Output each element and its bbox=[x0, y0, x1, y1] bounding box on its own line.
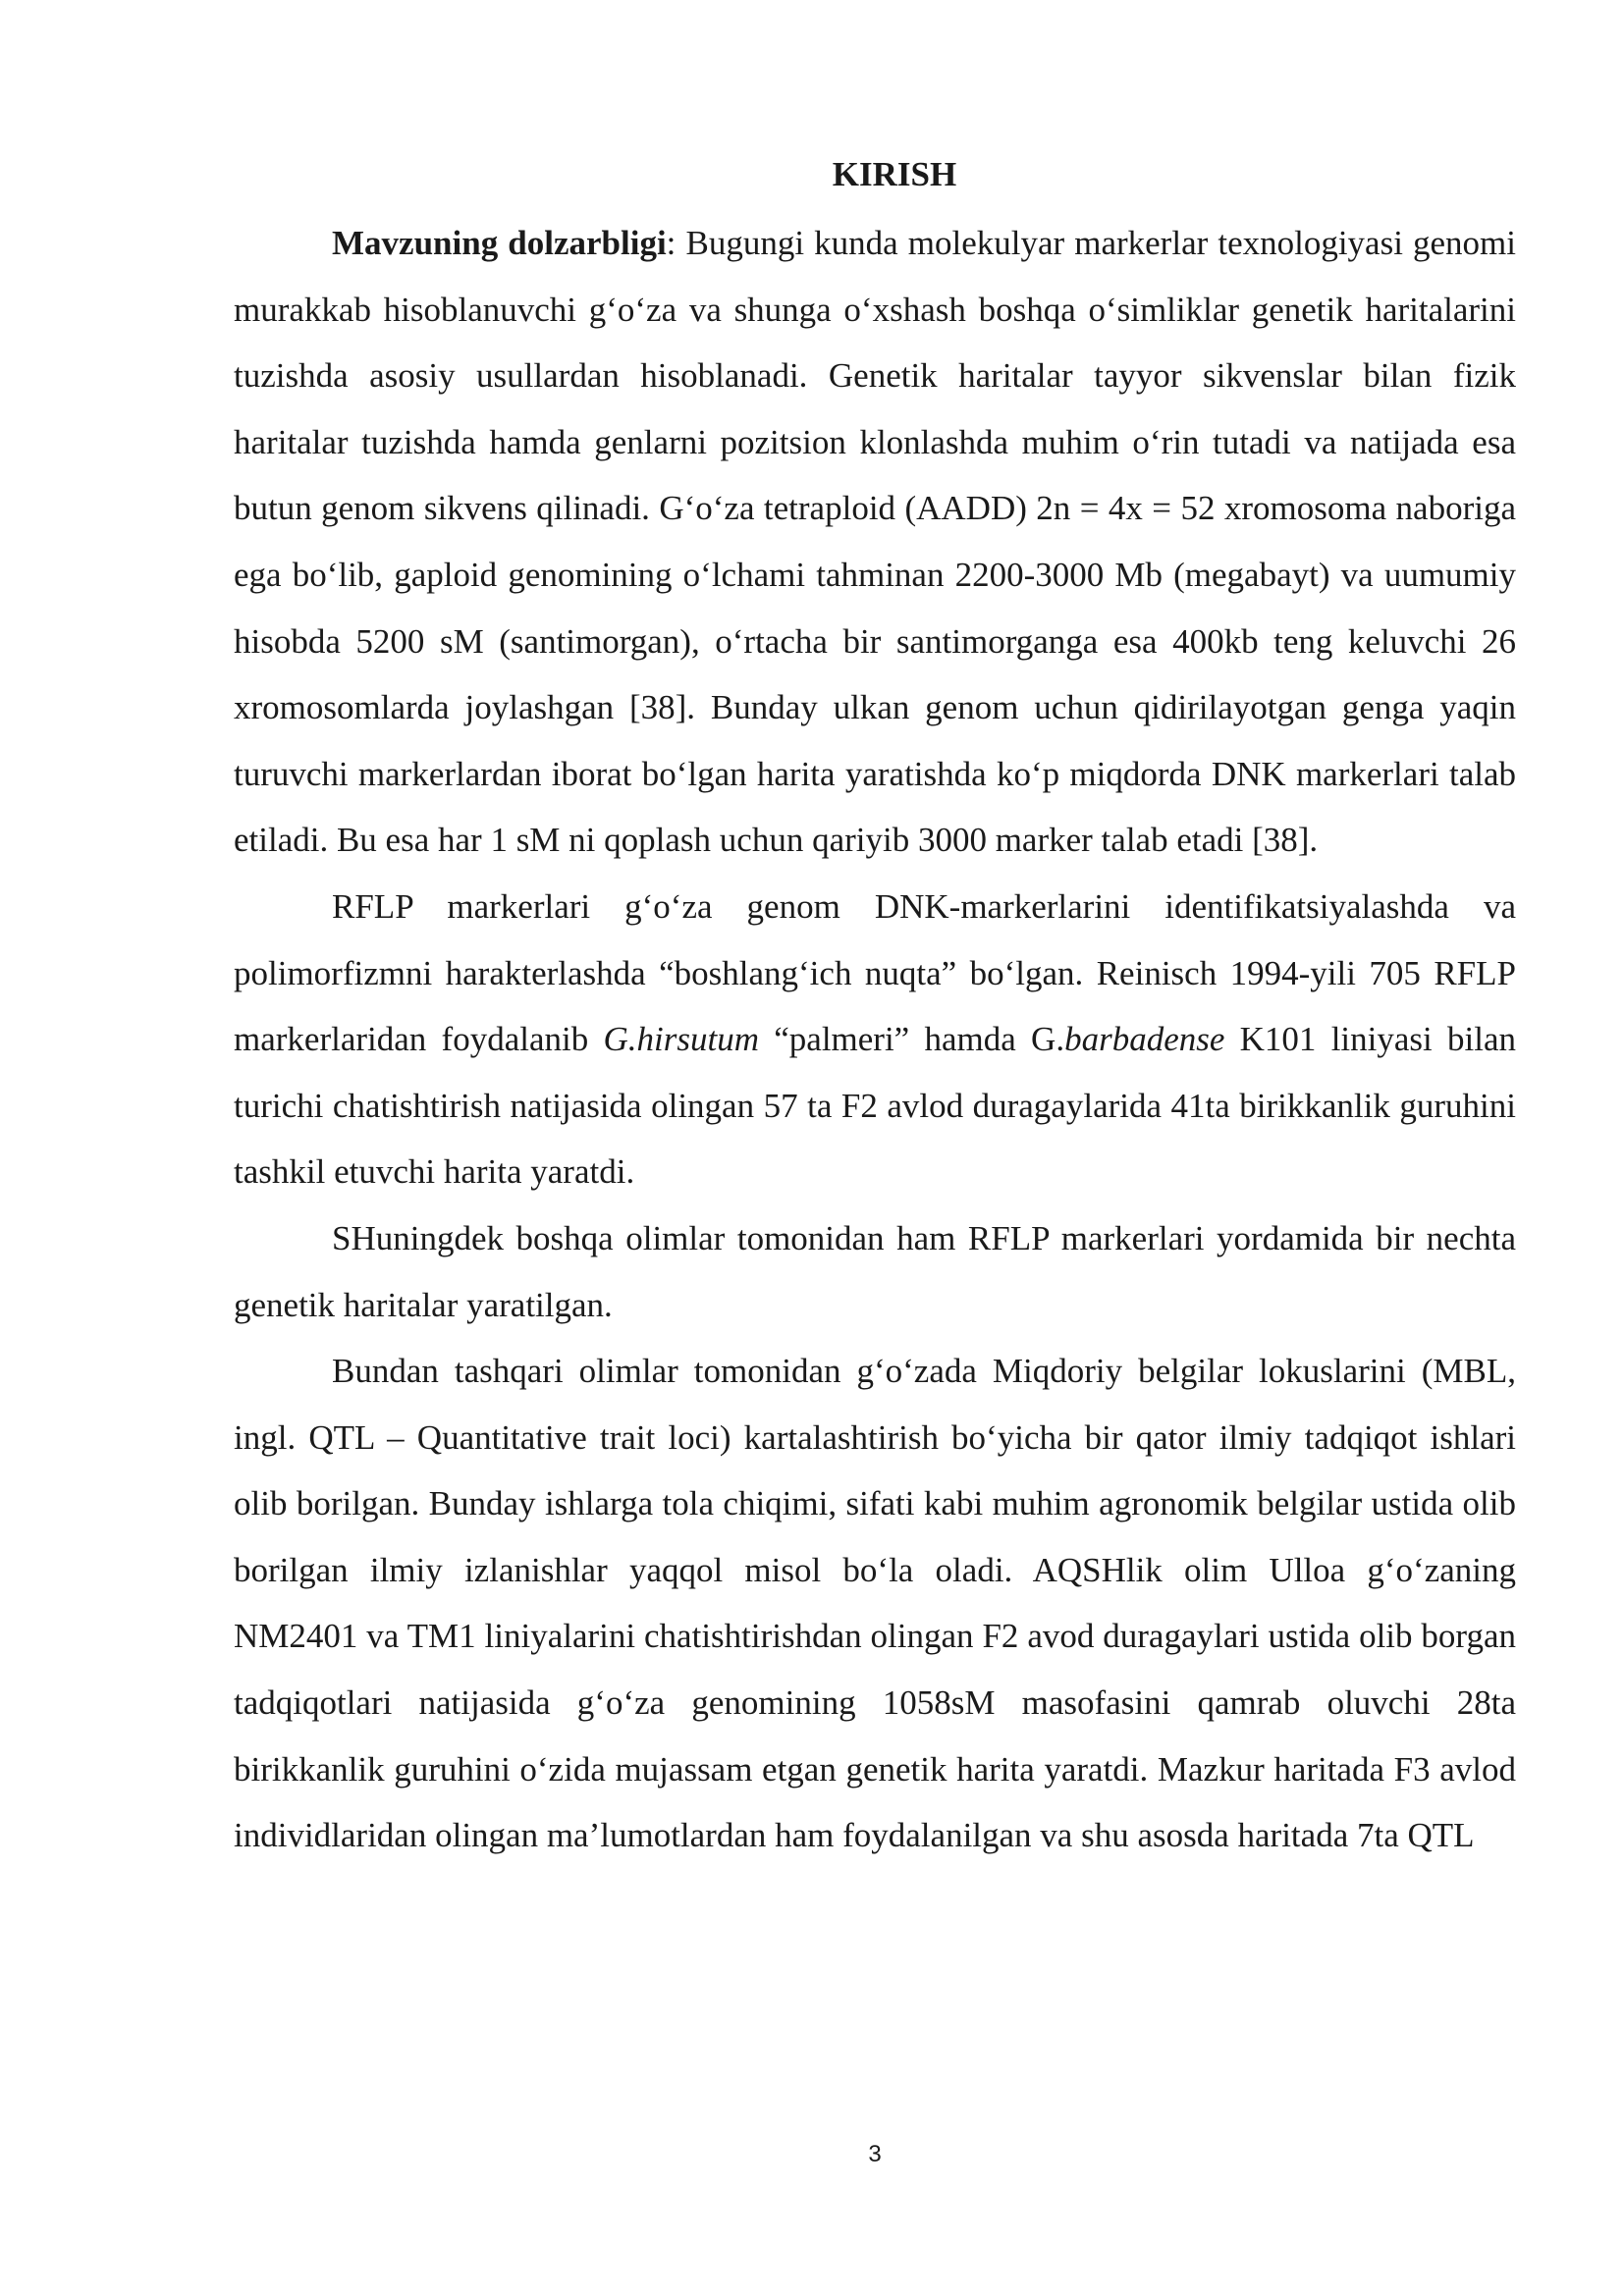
paragraph-text: SHuningdek boshqa olimlar tomonidan ham RFLP markerlari yordamida bir nechta genetik haritalar yaratilgan. bbox=[234, 1218, 1516, 1324]
paragraph-text: Bundan tashqari olimlar tomonidan g‘o‘zada Miqdoriy belgilar lokuslarini (MBL, ingl. QTL – Quantitative trait loci) kartalashtirish bo‘yicha bir qator ilmiy tadqiqot ishlari olib borilgan. Bunday ishlarga tola chiqimi, sifati kabi muhim agronomik belgilar ustida olib borilgan ilmiy izlanishlar yaqqol misol bo‘la oladi. AQSHlik olim Ulloa g‘o‘zaning NM2401 va TM1 liniyalarini chatishtirishdan olingan F2 avod duragaylari ustida olib borgan tadqiqotlari natijasida g‘o‘za genomining 1058sM masofasini qamrab oluvchi 28ta birikkanlik guruhini o‘zida mujassam etgan genetik harita yaratdi. Mazkur haritada F3 avlod individlaridan olingan ma’lumotlardan ham foydalanilgan va shu asosda haritada 7ta QTL bbox=[234, 1352, 1516, 1855]
paragraph-qtl bbox=[234, 1338, 1516, 1869]
paragraph-text-part: K101 liniyasi bilan turichi chatishtirish natijasida olingan 57 ta F2 avlod duragaylarida 41ta birikkanlik guruhini tashkil etuvchi harita yaratdi. bbox=[234, 1020, 1516, 1192]
paragraph-text: : Bugungi kunda molekulyar markerlar texnologiyasi genomi murakkab hisoblanuvchi g‘o‘za va shunga o‘xshash boshqa o‘simliklar genetik haritalarini tuzishda asosiy usullardan hisoblanadi. Genetik haritalar tayyor sikvenslar bilan fizik haritalar tuzishda hamda genlarni pozitsion klonlashda muhim o‘rin tutadi va natijada esa butun genom sikvens qilinadi. G‘o‘za tetraploid (AADD) 2n = 4x = 52 xromosoma naboriga ega bo‘lib, gaploid genomining o‘lchami tahminan 2200-3000 Mb (megabayt) va uumumiy hisobda 5200 sM (santimorgan), o‘rtacha bir santimorganga esa 400kb teng keluvchi 26 xromosomlarda joylashgan [38]. Bunday ulkan genom uchun qidirilayotgan genga yaqin turuvchi markerlardan iborat bo‘lgan harita yaratishda ko‘p miqdorda DNK markerlari talab etiladi. Bu esa har 1 sM ni qoplash uchun qariyib 3000 marker talab etadi [38]. bbox=[234, 224, 1516, 860]
paragraph-lead-bold: Mavzuning dolzarbligi bbox=[332, 224, 667, 262]
paragraph-text-part: RFLP markerlari g‘o‘za genom DNK-markerlarini identifikatsiyalashda va polimorfizmni harakterlashda “boshlang‘ich nuqta” bo‘lgan. Reinisch 1994-yili 705 RFLP markerlaridan foydalanib bbox=[234, 886, 1516, 1059]
paragraph-other-maps bbox=[234, 1205, 1516, 1338]
paragraph-rflp bbox=[234, 874, 1516, 1205]
species-name-italic: barbadense bbox=[1064, 1020, 1225, 1059]
paragraph-relevance bbox=[234, 210, 1516, 874]
page-number: 3 bbox=[868, 2141, 882, 2167]
paragraph-text-part: “palmeri” hamda G. bbox=[758, 1020, 1065, 1059]
section-heading: KIRISH bbox=[832, 155, 957, 193]
body-text bbox=[234, 210, 1516, 1869]
species-name-italic: G.hirsutum bbox=[603, 1020, 759, 1059]
